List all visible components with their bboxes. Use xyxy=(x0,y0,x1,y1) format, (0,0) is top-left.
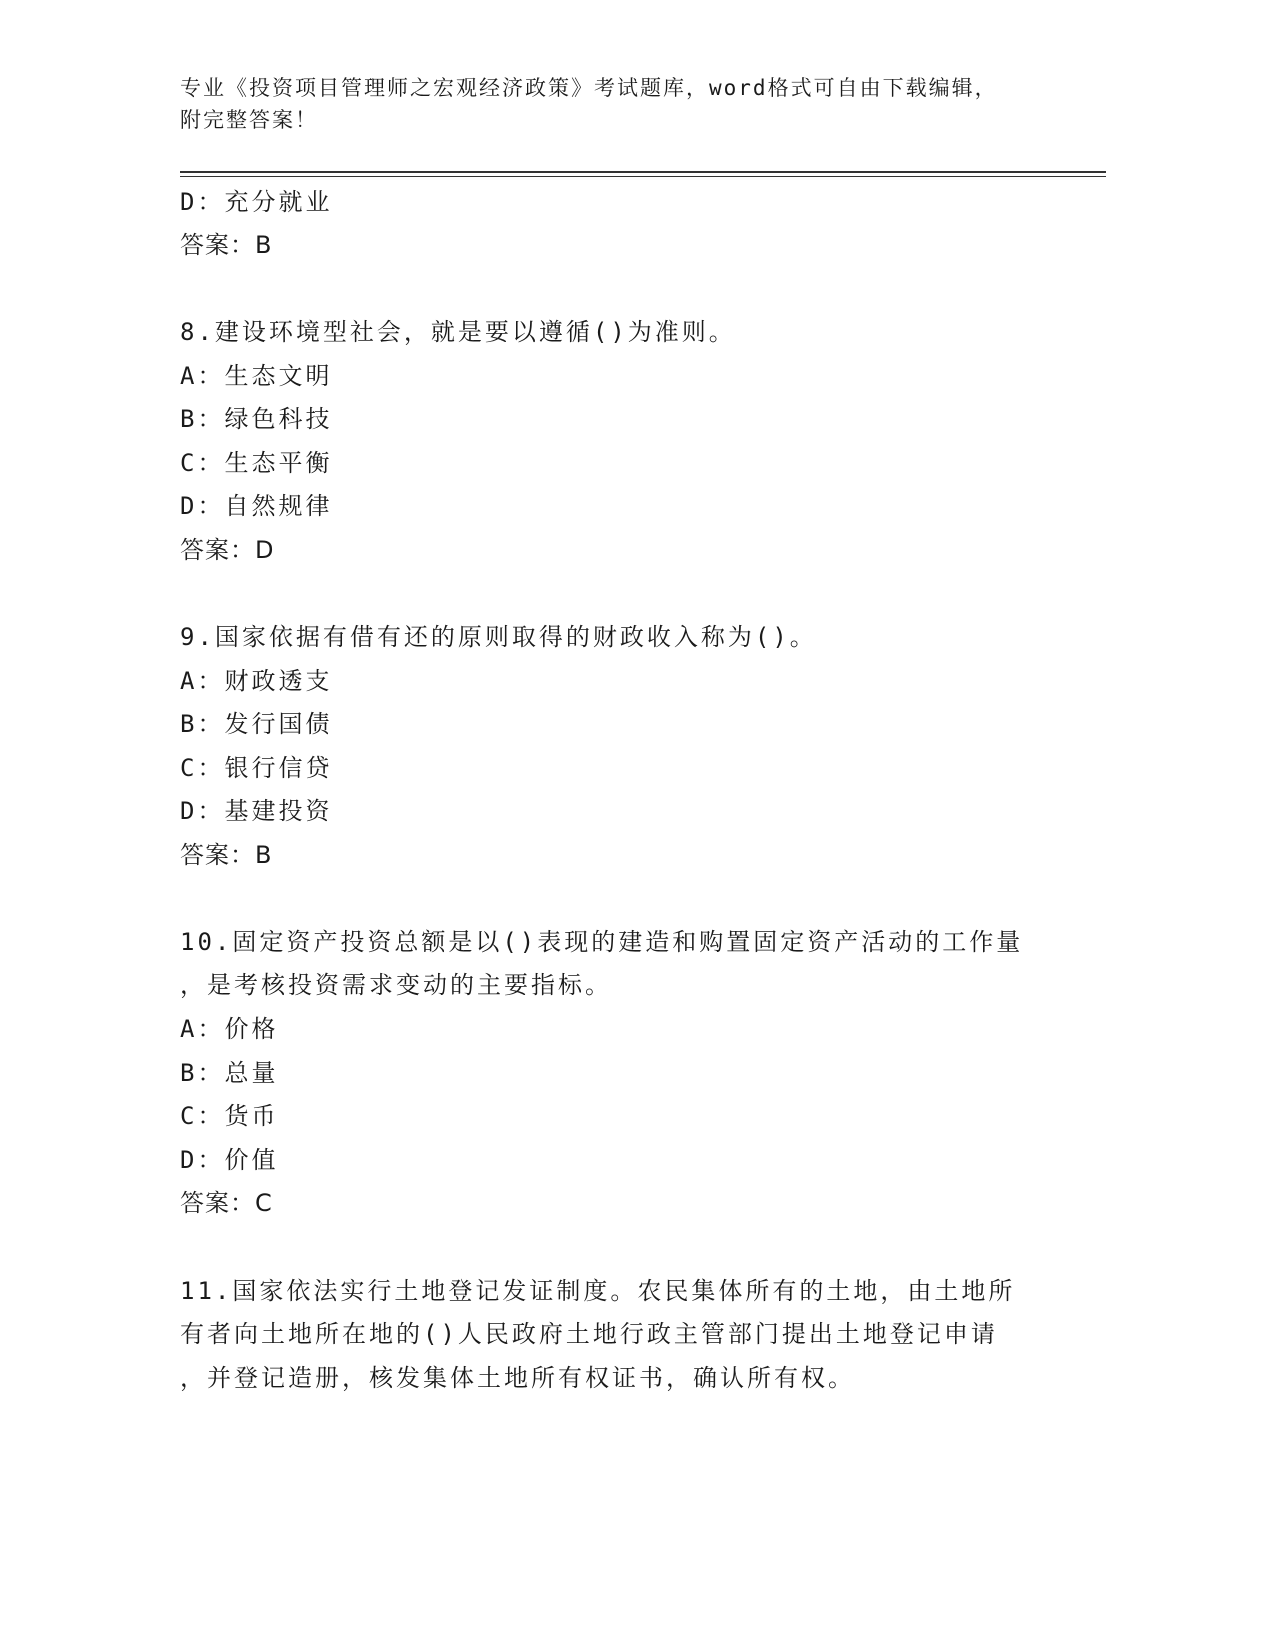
q8-answer: 答案：D xyxy=(180,536,275,564)
prev-answer: 答案：B xyxy=(180,231,273,259)
q9-option-b: B：发行国债 xyxy=(180,710,333,738)
header-line-1: 专业《投资项目管理师之宏观经济政策》考试题库，word格式可自由下载编辑， xyxy=(180,76,998,100)
q10-option-b: B：总量 xyxy=(180,1059,279,1087)
document-header xyxy=(180,72,1060,136)
q8-option-d: D：自然规律 xyxy=(180,492,333,520)
q10-stem-line-1: 10.固定资产投资总额是以()表现的建造和购置固定资产活动的工作量 xyxy=(180,928,1024,956)
q9-option-d: D：基建投资 xyxy=(180,797,333,825)
q11-stem-line-2: 有者向土地所在地的()人民政府土地行政主管部门提出土地登记申请 xyxy=(180,1320,998,1348)
q10-stem-line-2: ，是考核投资需求变动的主要指标。 xyxy=(180,971,612,999)
q11-stem-line-3: ，并登记造册，核发集体土地所有权证书，确认所有权。 xyxy=(180,1364,855,1392)
q10-option-a: A：价格 xyxy=(180,1015,279,1043)
q8-option-c: C：生态平衡 xyxy=(180,449,333,477)
q8-option-b: B：绿色科技 xyxy=(180,405,333,433)
header-line-2: 附完整答案！ xyxy=(180,108,318,132)
q10-option-d: D：价值 xyxy=(180,1146,279,1174)
header-divider xyxy=(180,171,1106,173)
header-divider-thin xyxy=(180,176,1106,177)
q10-option-c: C：货币 xyxy=(180,1102,279,1130)
q11-stem-line-1: 11.国家依法实行土地登记发证制度。农民集体所有的土地，由土地所 xyxy=(180,1277,1016,1305)
q9-option-c: C：银行信贷 xyxy=(180,754,333,782)
q9-option-a: A：财政透支 xyxy=(180,667,333,695)
q9-stem: 9.国家依据有借有还的原则取得的财政收入称为()。 xyxy=(180,623,817,651)
q8-stem: 8.建设环境型社会，就是要以遵循()为准则。 xyxy=(180,318,736,346)
prev-option-d: D：充分就业 xyxy=(180,188,333,216)
q8-option-a: A：生态文明 xyxy=(180,362,333,390)
q9-answer: 答案：B xyxy=(180,841,273,869)
q10-answer: 答案：C xyxy=(180,1189,273,1217)
